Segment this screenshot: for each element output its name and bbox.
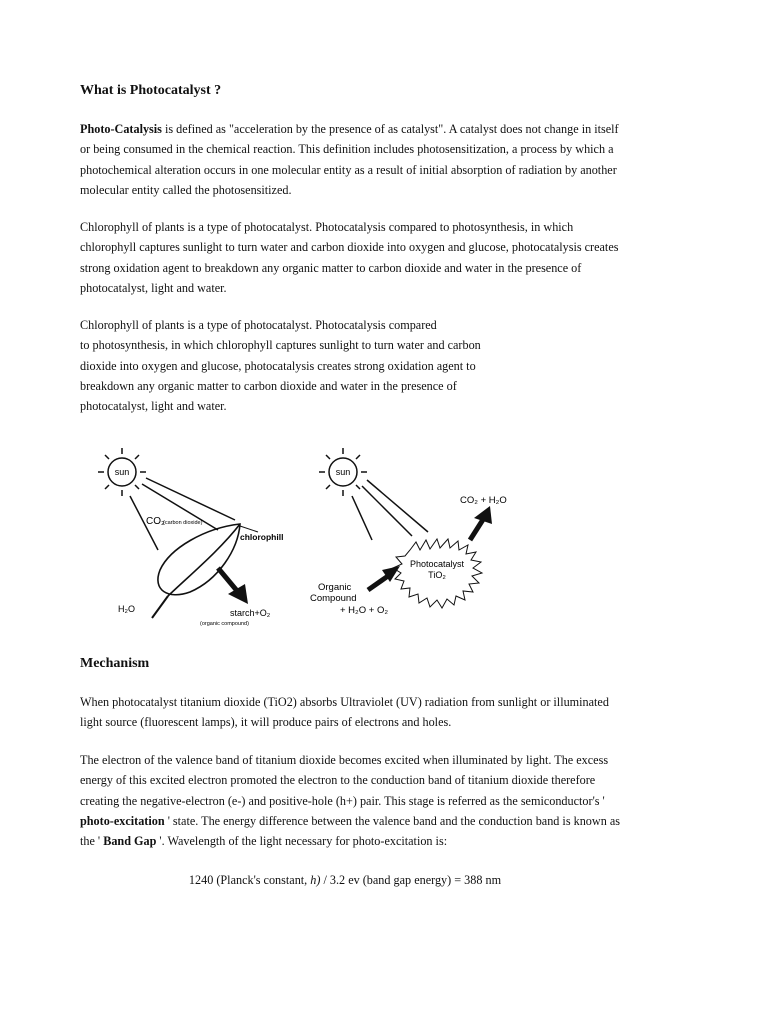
para2-line2: chlorophyll captures sunlight to turn water and carbon dioxide into oxygen and glucose, photocatalysis creates [80, 240, 619, 255]
right-in-arrow-shaft [368, 576, 388, 590]
paragraph-chlorophyll-1 [80, 217, 690, 298]
right-organic-label-3: + H₂O + O₂ [340, 605, 389, 616]
term-band-gap: Band Gap [103, 834, 157, 849]
left-h2o-label: H₂O [118, 604, 135, 614]
formula-wavelength: 1240 (Planck's constant, h) / 3.2 ev (band gap energy) = 388 nm [188, 873, 502, 887]
right-ray-1 [352, 496, 372, 540]
para3-line3: dioxide into oxygen and glucose, photocatalysis creates strong oxidation agent to [80, 358, 476, 373]
term-photo-catalysis: Photo-Catalysis [80, 122, 162, 136]
paragraph-mechanism-intro [80, 692, 690, 733]
left-starch-label: starch+O₂ [230, 608, 271, 618]
para1-line4: molecular entity called the photosensitized. [80, 182, 292, 197]
para5-line4: photo-excitation ' state. The energy difference between the valence band and the conduction band is known as [80, 813, 620, 828]
planck-symbol: h) [310, 873, 321, 887]
left-chlorophyll-label: chlorophill [240, 532, 284, 542]
right-catalyst-label-1: Photocatalyst [409, 559, 465, 569]
para1-line3: photochemical alteration occurs in one molecular entity as a result of initial absorption of radiation by another [80, 162, 617, 177]
para3-line5: photocatalyst, light and water. [80, 399, 227, 414]
para3-line4: breakdown any organic matter to carbon dioxide and water in the presence of [80, 378, 457, 393]
right-catalyst-label-2: TiO₂ [428, 570, 446, 580]
left-co2-note: (carbon dioxide) [163, 520, 203, 526]
right-ray-3 [367, 480, 428, 532]
para1-line2: or being consumed in the chemical reaction. This definition includes photosensitization, a process by which a [80, 142, 614, 157]
left-sun-label: sun [114, 467, 130, 477]
para3-line1: Chlorophyll of plants is a type of photocatalyst. Photocatalysis compared [80, 318, 437, 332]
paragraph-photo-excitation [80, 750, 690, 851]
photocatalysis-figure [90, 440, 550, 640]
para5-line3: creating the negative-electron (e-) and positive-hole (h+) pair. This stage is referred as the semiconductor's ' [80, 793, 605, 808]
right-organic-label-2: Compound [310, 593, 357, 604]
heading-what-is-photocatalyst: What is Photocatalyst ? [80, 83, 222, 98]
heading-mechanism: Mechanism [80, 656, 150, 671]
right-sun-label: sun [335, 467, 351, 477]
para2-line1: Chlorophyll of plants is a type of photocatalyst. Photocatalysis compared to photosynthesis, in which [80, 220, 574, 234]
para4-line1: When photocatalyst titanium dioxide (TiO2) absorbs Ultraviolet (UV) radiation from sunlight or illuminated [80, 695, 609, 709]
para1-line1: Photo-Catalysis is defined as "acceleration by the presence of as catalyst". A catalyst does not change in itself [80, 122, 619, 136]
right-organic-label-1: Organic [318, 582, 352, 593]
right-products-label: CO₂ + H₂O [460, 495, 507, 506]
para4-line2: light source (fluorescent lamps), it will produce pairs of electrons and holes. [80, 715, 452, 730]
paragraph-chlorophyll-2 [80, 315, 690, 416]
para5-line1: The electron of the valence band of titanium dioxide becomes excited when illuminated by light. The excess [80, 753, 609, 767]
para5-line5: the ' Band Gap '. Wavelength of the light necessary for photo-excitation is: [80, 834, 448, 849]
para2-line3: strong oxidation agent to breakdown any organic matter to carbon dioxide and water in the presence of [80, 260, 582, 275]
para2-line4: photocatalyst, light and water. [80, 280, 227, 295]
para5-line2: energy of this excited electron promoted the electron to the conduction band of titanium dioxide therefore [80, 773, 596, 788]
left-arrow-shaft [218, 568, 238, 592]
term-photo-excitation: photo-excitation [80, 813, 165, 828]
left-starch-note: (organic compound) [200, 621, 249, 627]
leaf-icon [152, 524, 240, 618]
paragraph-photo-catalysis-definition [80, 119, 690, 200]
right-up-arrow-shaft [470, 518, 484, 540]
left-co2-label: CO₂ [146, 516, 165, 527]
para3-line2: to photosynthesis, in which chlorophyll captures sunlight to turn water and carbon [80, 338, 481, 353]
